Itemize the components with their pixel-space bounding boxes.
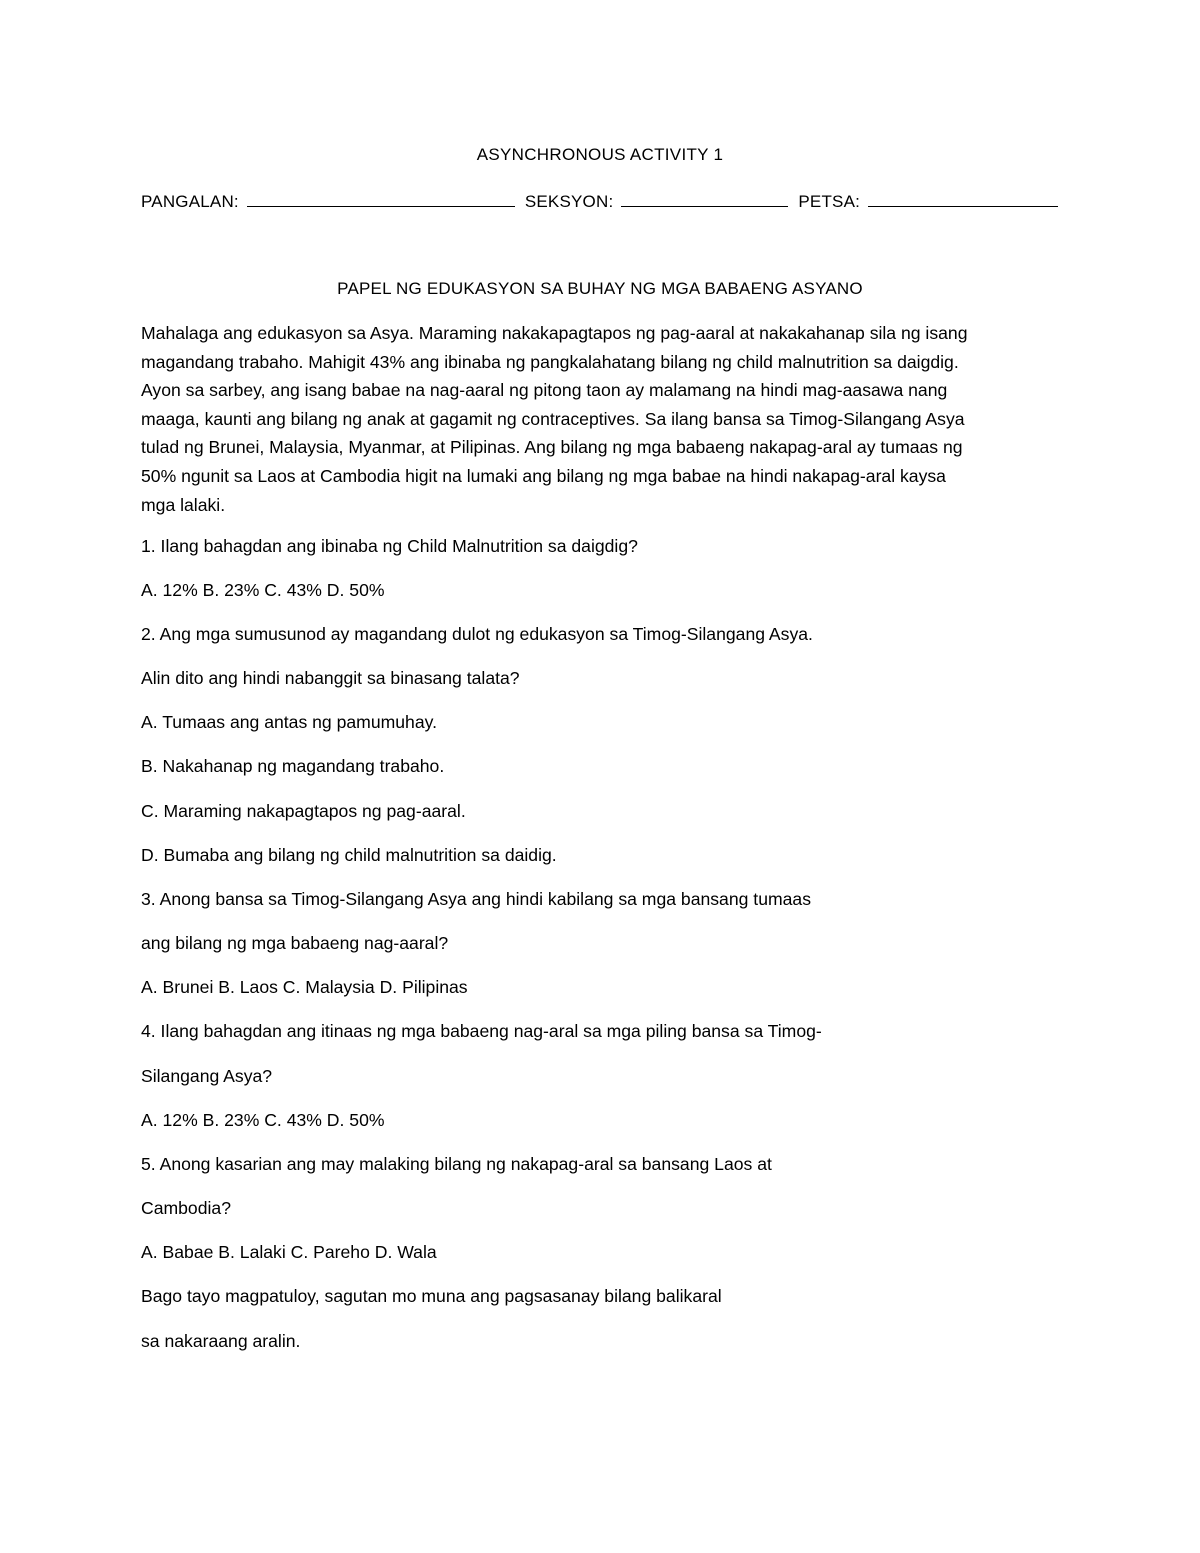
section-label: SEKSYON:: [524, 192, 614, 211]
passage-line: maaga, kaunti ang bilang ng anak at gagamit ng contraceptives. Sa ilang bansa sa Timog-Silangang Asya: [141, 408, 965, 429]
question-2-choice-a: A. Tumaas ang antas ng pamumuhay.: [141, 712, 438, 732]
date-label: PETSA:: [798, 192, 861, 211]
passage-line: mga lalaki.: [141, 494, 226, 515]
passage-line: tulad ng Brunei, Malaysia, Myanmar, at Pilipinas. Ang bilang ng mga babaeng nakapag-aral ay tumaas ng: [141, 437, 963, 458]
question-1: 1. Ilang bahagdan ang ibinaba ng Child Malnutrition sa daigdig?: [141, 536, 638, 556]
passage-line: Ayon sa sarbey, ang isang babae na nag-aaral ng pitong taon ay malamang na hindi mag-aasawa nang: [141, 380, 948, 401]
question-2-choice-d: D. Bumaba ang bilang ng child malnutrition sa daidig.: [141, 845, 557, 865]
page-title: ASYNCHRONOUS ACTIVITY 1: [476, 145, 724, 164]
question-2-prompt: Alin dito ang hindi nabanggit sa binasang talata?: [141, 668, 520, 688]
name-label: PANGALAN:: [141, 192, 239, 211]
question-3: 3. Anong bansa sa Timog-Silangang Asya ang hindi kabilang sa mga bansang tumaas: [141, 889, 811, 909]
question-5-continued: Cambodia?: [141, 1198, 231, 1218]
section-blank-line: [621, 188, 788, 207]
passage-line: magandang trabaho. Mahigit 43% ang ibinaba ng pangkalahatang bilang ng child malnutrition sa daigdig.: [141, 351, 959, 372]
passage-line: Mahalaga ang edukasyon sa Asya. Maraming nakakapagtapos ng pag-aaral at nakakahanap sila ng isang: [141, 323, 968, 343]
passage-line: 50% ngunit sa Laos at Cambodia higit na lumaki ang bilang ng mga babae na hindi nakapag-aral kaysa: [141, 465, 946, 486]
student-info-row: [141, 188, 1061, 212]
question-1-choices: A. 12% B. 23% C. 43% D. 50%: [141, 580, 385, 600]
question-5: 5. Anong kasarian ang may malaking bilang ng nakapag-aral sa bansang Laos at: [141, 1154, 772, 1174]
question-5-choices: A. Babae B. Lalaki C. Pareho D. Wala: [141, 1242, 437, 1262]
question-2-choice-b: B. Nakahanap ng magandang trabaho.: [141, 756, 445, 776]
question-4: 4. Ilang bahagdan ang itinaas ng mga babaeng nag-aral sa mga piling bansa sa Timog-: [141, 1021, 822, 1041]
question-2-choice-c: C. Maraming nakapagtapos ng pag-aaral.: [141, 801, 466, 821]
question-2: 2. Ang mga sumusunod ay magandang dulot ng edukasyon sa Timog-Silangang Asya.: [141, 624, 813, 644]
closing-instruction-continued: sa nakaraang aralin.: [141, 1331, 301, 1351]
date-blank-line: [868, 188, 1058, 207]
name-blank-line: [247, 188, 515, 207]
question-3-choices: A. Brunei B. Laos C. Malaysia D. Pilipinas: [141, 977, 468, 997]
question-4-continued: Silangang Asya?: [141, 1066, 273, 1086]
reading-title: PAPEL NG EDUKASYON SA BUHAY NG MGA BABAENG ASYANO: [337, 279, 863, 298]
question-4-choices: A. 12% B. 23% C. 43% D. 50%: [141, 1110, 385, 1130]
closing-instruction: Bago tayo magpatuloy, sagutan mo muna ang pagsasanay bilang balikaral: [141, 1286, 722, 1306]
question-3-continued: ang bilang ng mga babaeng nag-aaral?: [141, 933, 449, 953]
reading-passage: [141, 319, 1071, 519]
